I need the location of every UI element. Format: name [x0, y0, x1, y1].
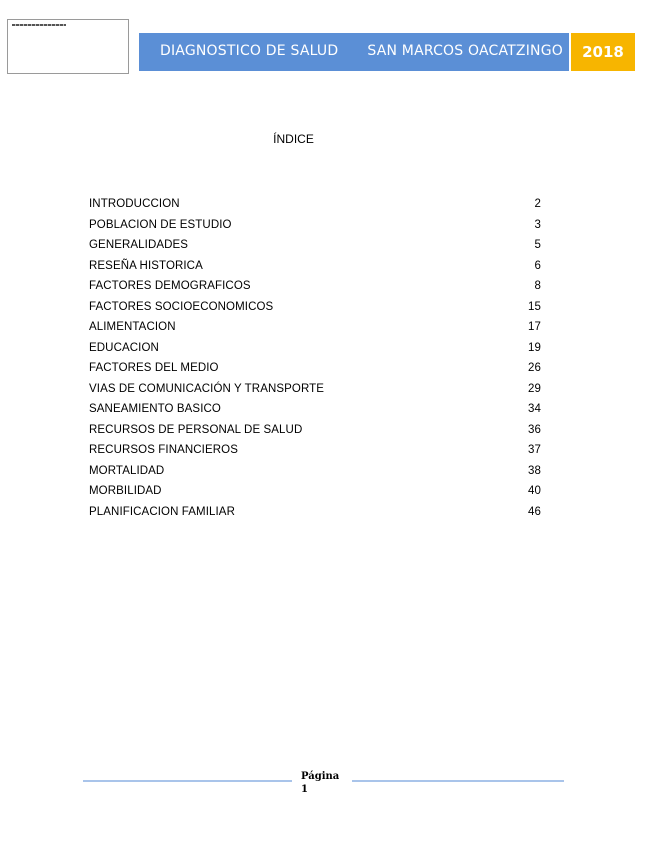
toc-entry-label: POBLACION DE ESTUDIO	[89, 218, 232, 231]
toc-entry[interactable]	[89, 215, 541, 236]
toc-entry-page: 6	[534, 259, 541, 272]
toc-entry-page: 3	[534, 218, 541, 231]
toc-entry-page: 40	[528, 485, 541, 498]
toc-entry-page: 17	[528, 321, 541, 334]
toc-entry-page: 8	[534, 280, 541, 293]
toc-entry-label: MORTALIDAD	[89, 464, 165, 477]
toc-entry[interactable]	[89, 440, 541, 461]
toc-entry-page: 2	[534, 198, 541, 211]
toc-entry[interactable]	[89, 379, 541, 400]
toc-entry[interactable]	[89, 276, 541, 297]
toc-entry-label: FACTORES DEMOGRAFICOS	[89, 280, 251, 293]
toc-entry[interactable]	[89, 420, 541, 441]
header-title: DIAGNOSTICO DE SALUD	[160, 43, 339, 59]
toc-entry-label: VIAS DE COMUNICACIÓN Y TRANSPORTE	[89, 382, 325, 395]
toc-entry[interactable]	[89, 481, 541, 502]
toc-entry-page: 29	[528, 382, 541, 395]
toc-entry-label: RECURSOS FINANCIEROS	[89, 444, 238, 457]
toc-entry-label: EDUCACION	[89, 341, 159, 354]
toc-entry-label: MORBILIDAD	[89, 485, 162, 498]
year-badge: 2018	[571, 33, 635, 71]
footer-rule-right	[352, 780, 564, 782]
toc-entry-label: FACTORES SOCIOECONOMICOS	[89, 300, 274, 313]
toc-entry[interactable]	[89, 297, 541, 318]
toc-entry[interactable]	[89, 256, 541, 277]
footer-page-label: Página	[301, 771, 340, 782]
toc-entry[interactable]	[89, 317, 541, 338]
toc-entry[interactable]	[89, 358, 541, 379]
toc-entry-label: ALIMENTACION	[89, 321, 176, 334]
toc-entry-page: 38	[528, 464, 541, 477]
toc-entry[interactable]	[89, 461, 541, 482]
toc-entry-label: SANEAMIENTO BASICO	[89, 403, 221, 416]
toc-entry-label: GENERALIDADES	[89, 239, 189, 252]
toc-entry-label: PLANIFICACION FAMILIAR	[89, 505, 235, 518]
header-bar	[139, 33, 569, 71]
toc-entry-label: RECURSOS DE PERSONAL DE SALUD	[89, 423, 303, 436]
toc-entry[interactable]	[89, 502, 541, 523]
toc-entry[interactable]	[89, 194, 541, 215]
footer-rule-left	[83, 780, 292, 782]
toc-entry-page: 15	[528, 300, 541, 313]
header-place: SAN MARCOS OACATZINGO	[367, 43, 563, 59]
toc-entry-page: 26	[528, 362, 541, 375]
toc-entry-page: 34	[528, 403, 541, 416]
logo-scribble	[12, 24, 66, 26]
toc-entry[interactable]	[89, 338, 541, 359]
toc-entry-page: 5	[534, 239, 541, 252]
toc-entry-page: 46	[528, 505, 541, 518]
toc-entry-label: INTRODUCCION	[89, 198, 180, 211]
toc-entry-label: FACTORES DEL MEDIO	[89, 362, 219, 375]
footer-page-value: 1	[301, 784, 308, 795]
toc-entry-page: 36	[528, 423, 541, 436]
index-title: ÍNDICE	[273, 132, 314, 146]
toc-entry-page: 37	[528, 444, 541, 457]
table-of-contents	[89, 194, 541, 522]
toc-entry-page: 19	[528, 341, 541, 354]
toc-entry[interactable]	[89, 399, 541, 420]
logo-placeholder	[7, 19, 129, 74]
toc-entry-label: RESEÑA HISTORICA	[89, 259, 203, 272]
footer-page-number	[301, 770, 339, 796]
toc-entry[interactable]	[89, 235, 541, 256]
